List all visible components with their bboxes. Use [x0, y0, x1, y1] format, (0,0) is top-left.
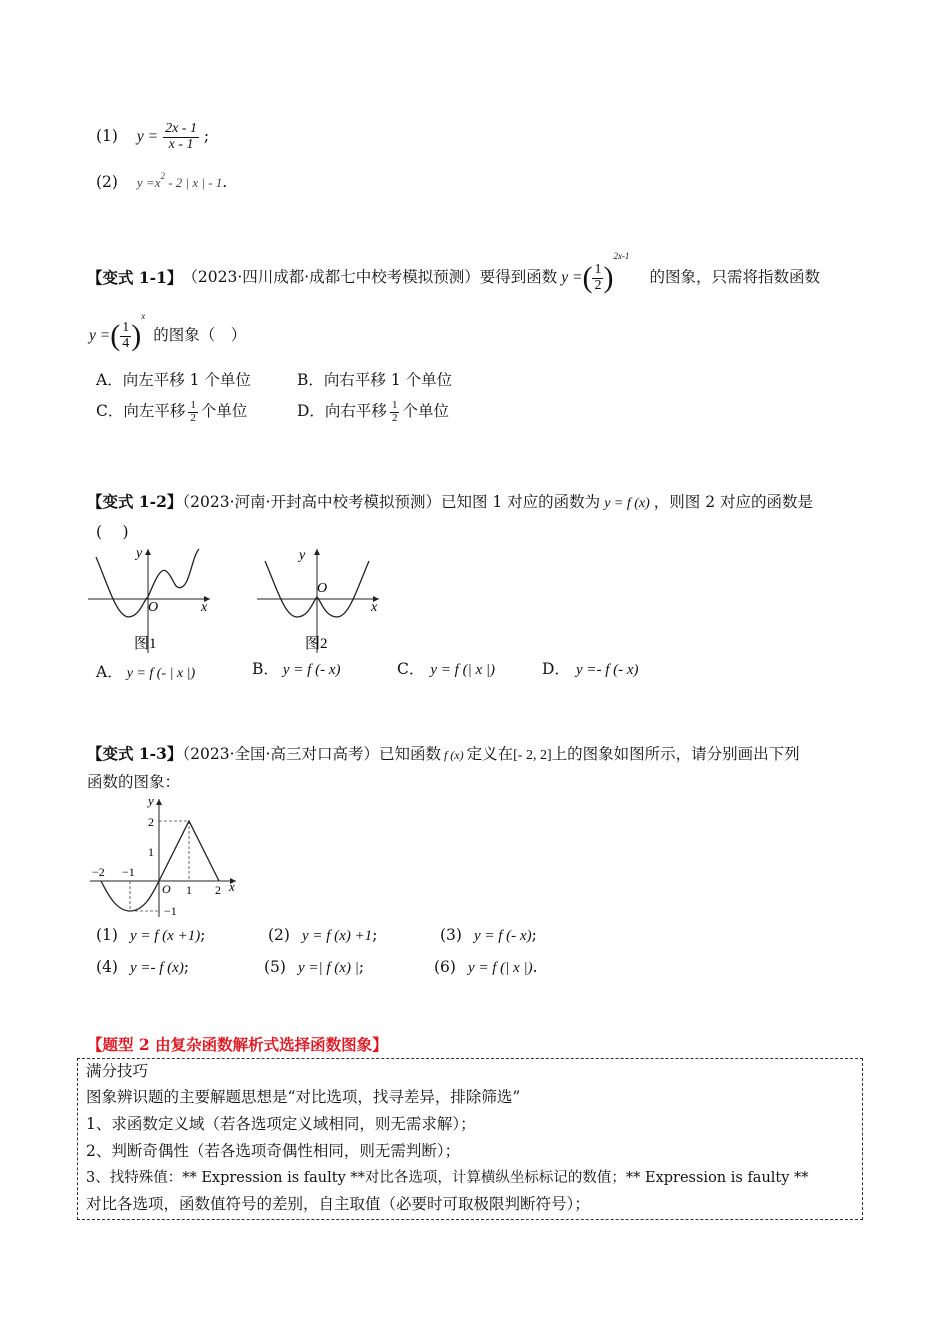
fraction: $\frac{1}{2}$ [594, 261, 602, 293]
variant-tag: 【变式 1-3】 [87, 744, 183, 763]
tips-line-2: 1、求函数定义域（若各选项定义域相同，则无需求解）； [86, 1115, 476, 1133]
axis-label-x: x [229, 879, 235, 894]
item-number: (2) [96, 173, 118, 191]
intro-item-1 [96, 122, 209, 152]
tick-x-2: 2 [215, 883, 221, 897]
figure-1 [86, 545, 226, 655]
origin-label: O [162, 882, 171, 896]
sub-question-6: (6) y = f (| x |). [434, 958, 538, 976]
tips-line-5: 对比各选项，函数值符号的差别，自主取值（必要时可取极限判断符号）； [86, 1195, 590, 1213]
tick-x-neg2: −2 [92, 865, 105, 879]
tick-x-neg1: −1 [122, 865, 135, 879]
variant-1-3-question [87, 746, 800, 763]
exponent: x [141, 311, 146, 321]
axis-label-y: y [148, 795, 154, 808]
tick-x-1: 1 [186, 883, 192, 897]
question-source: （2023·四川成都·成都七中校考模拟预测）要得到函数 [182, 268, 558, 287]
tick-y-neg1: −1 [164, 904, 177, 918]
formula-lhs: y = [561, 269, 583, 287]
option-a[interactable]: A．向左平移 1 个单位 [96, 371, 251, 389]
sub-question-4: (4) y =- f (x); [96, 958, 190, 976]
denominator: x - 1 [168, 136, 194, 152]
tick-y-2: 2 [148, 815, 154, 829]
variant-1-1-question [87, 251, 820, 298]
question-text: 的图象，只需将指数函数 [649, 268, 820, 287]
option-d[interactable]: D．向右平移 $\frac{1}{2}$ 个单位 [297, 399, 449, 424]
tick-y-1: 1 [148, 845, 154, 859]
origin-label: O [317, 581, 328, 596]
axis-label-y: y [299, 548, 306, 563]
axis-label-x: x [201, 600, 208, 615]
formula: $y =x^2 - 2$ | x | - 1 [136, 171, 223, 190]
sub-question-1: (1) y = f (x +1); [96, 926, 206, 944]
semicolon: ; [203, 127, 210, 146]
question-text-2: ，则图 2 对应的函数是 [653, 493, 813, 511]
tips-heading: 满分技巧 [86, 1062, 149, 1080]
formula-lhs: y = [136, 128, 159, 146]
fraction: $\frac{1}{4}$ [122, 319, 130, 351]
variant-1-1-question-line2 [89, 311, 247, 356]
option-b[interactable]: B． y = f (- x) [252, 660, 341, 678]
axis-label-y: y [136, 546, 143, 561]
figure-2 [255, 545, 395, 655]
function-graph [86, 795, 246, 920]
formula: y = f (x) [604, 496, 650, 511]
exponent: 2x-1 [613, 251, 630, 261]
tips-line-1: 图象辨识题的主要解题思想是“对比选项，找寻差异，排除筛选” [86, 1088, 521, 1106]
option-d[interactable]: D． y =- f (- x) [542, 660, 639, 678]
tips-line-3: 2、判断奇偶性（若各选项奇偶性相同，则无需判断）； [86, 1142, 461, 1160]
numerator: 2x - 1 [165, 121, 197, 136]
figure-caption: 图2 [305, 636, 328, 652]
right-paren: ) [131, 319, 142, 352]
section-title: 【题型 2 由复杂函数解析式选择函数图象】 [87, 1035, 388, 1054]
fraction [163, 122, 199, 152]
origin-label: O [148, 600, 159, 615]
axis-label-x: x [371, 600, 378, 615]
question-text: （2023·河南·开封高中校考模拟预测）已知图 1 对应的函数为 [182, 493, 601, 511]
intro-item-2 [96, 171, 228, 191]
formula-lhs: y = [89, 327, 111, 345]
left-paren: ( [110, 319, 121, 352]
question-text: （2023·全国·高三对口高考）已知函数 [182, 745, 441, 763]
interval: [- 2, 2] [513, 748, 552, 763]
left-paren: ( [582, 261, 593, 294]
figure-caption: 图1 [134, 636, 157, 652]
variant-tag: 【变式 1-2】 [87, 492, 183, 511]
question-text: 的图象（ ） [153, 326, 247, 345]
period: . [222, 173, 228, 191]
formula: f (x) [443, 748, 464, 762]
option-c[interactable]: C．向左平移 $\frac{1}{2}$ 个单位 [96, 399, 248, 424]
option-b[interactable]: B．向右平移 1 个单位 [297, 371, 453, 389]
question-line-2: 函数的图象： [87, 773, 181, 791]
right-paren: ) [603, 261, 614, 294]
answer-blank: ( ) [96, 523, 129, 541]
sub-question-5: (5) y =| f (x) |; [264, 958, 365, 976]
variant-tag: 【变式 1-1】 [87, 268, 183, 288]
question-text-3: 上的图象如图所示，请分别画出下列 [551, 745, 800, 763]
sub-question-2: (2) y = f (x) +1; [268, 926, 378, 944]
option-a[interactable]: A． y = f (- | x |) [96, 663, 196, 681]
item-number: (1) [96, 127, 118, 146]
question-text-2: 定义在 [466, 745, 514, 763]
option-c[interactable]: C． y = f (| x |) [397, 660, 495, 678]
sub-question-3: (3) y = f (- x); [440, 926, 537, 944]
variant-1-2-question [87, 494, 813, 511]
tips-line-4: 3、找特殊值：** Expression is faulty **对比各选项，计算横纵坐标标记的数值；** Expression is faulty ** [86, 1170, 809, 1186]
